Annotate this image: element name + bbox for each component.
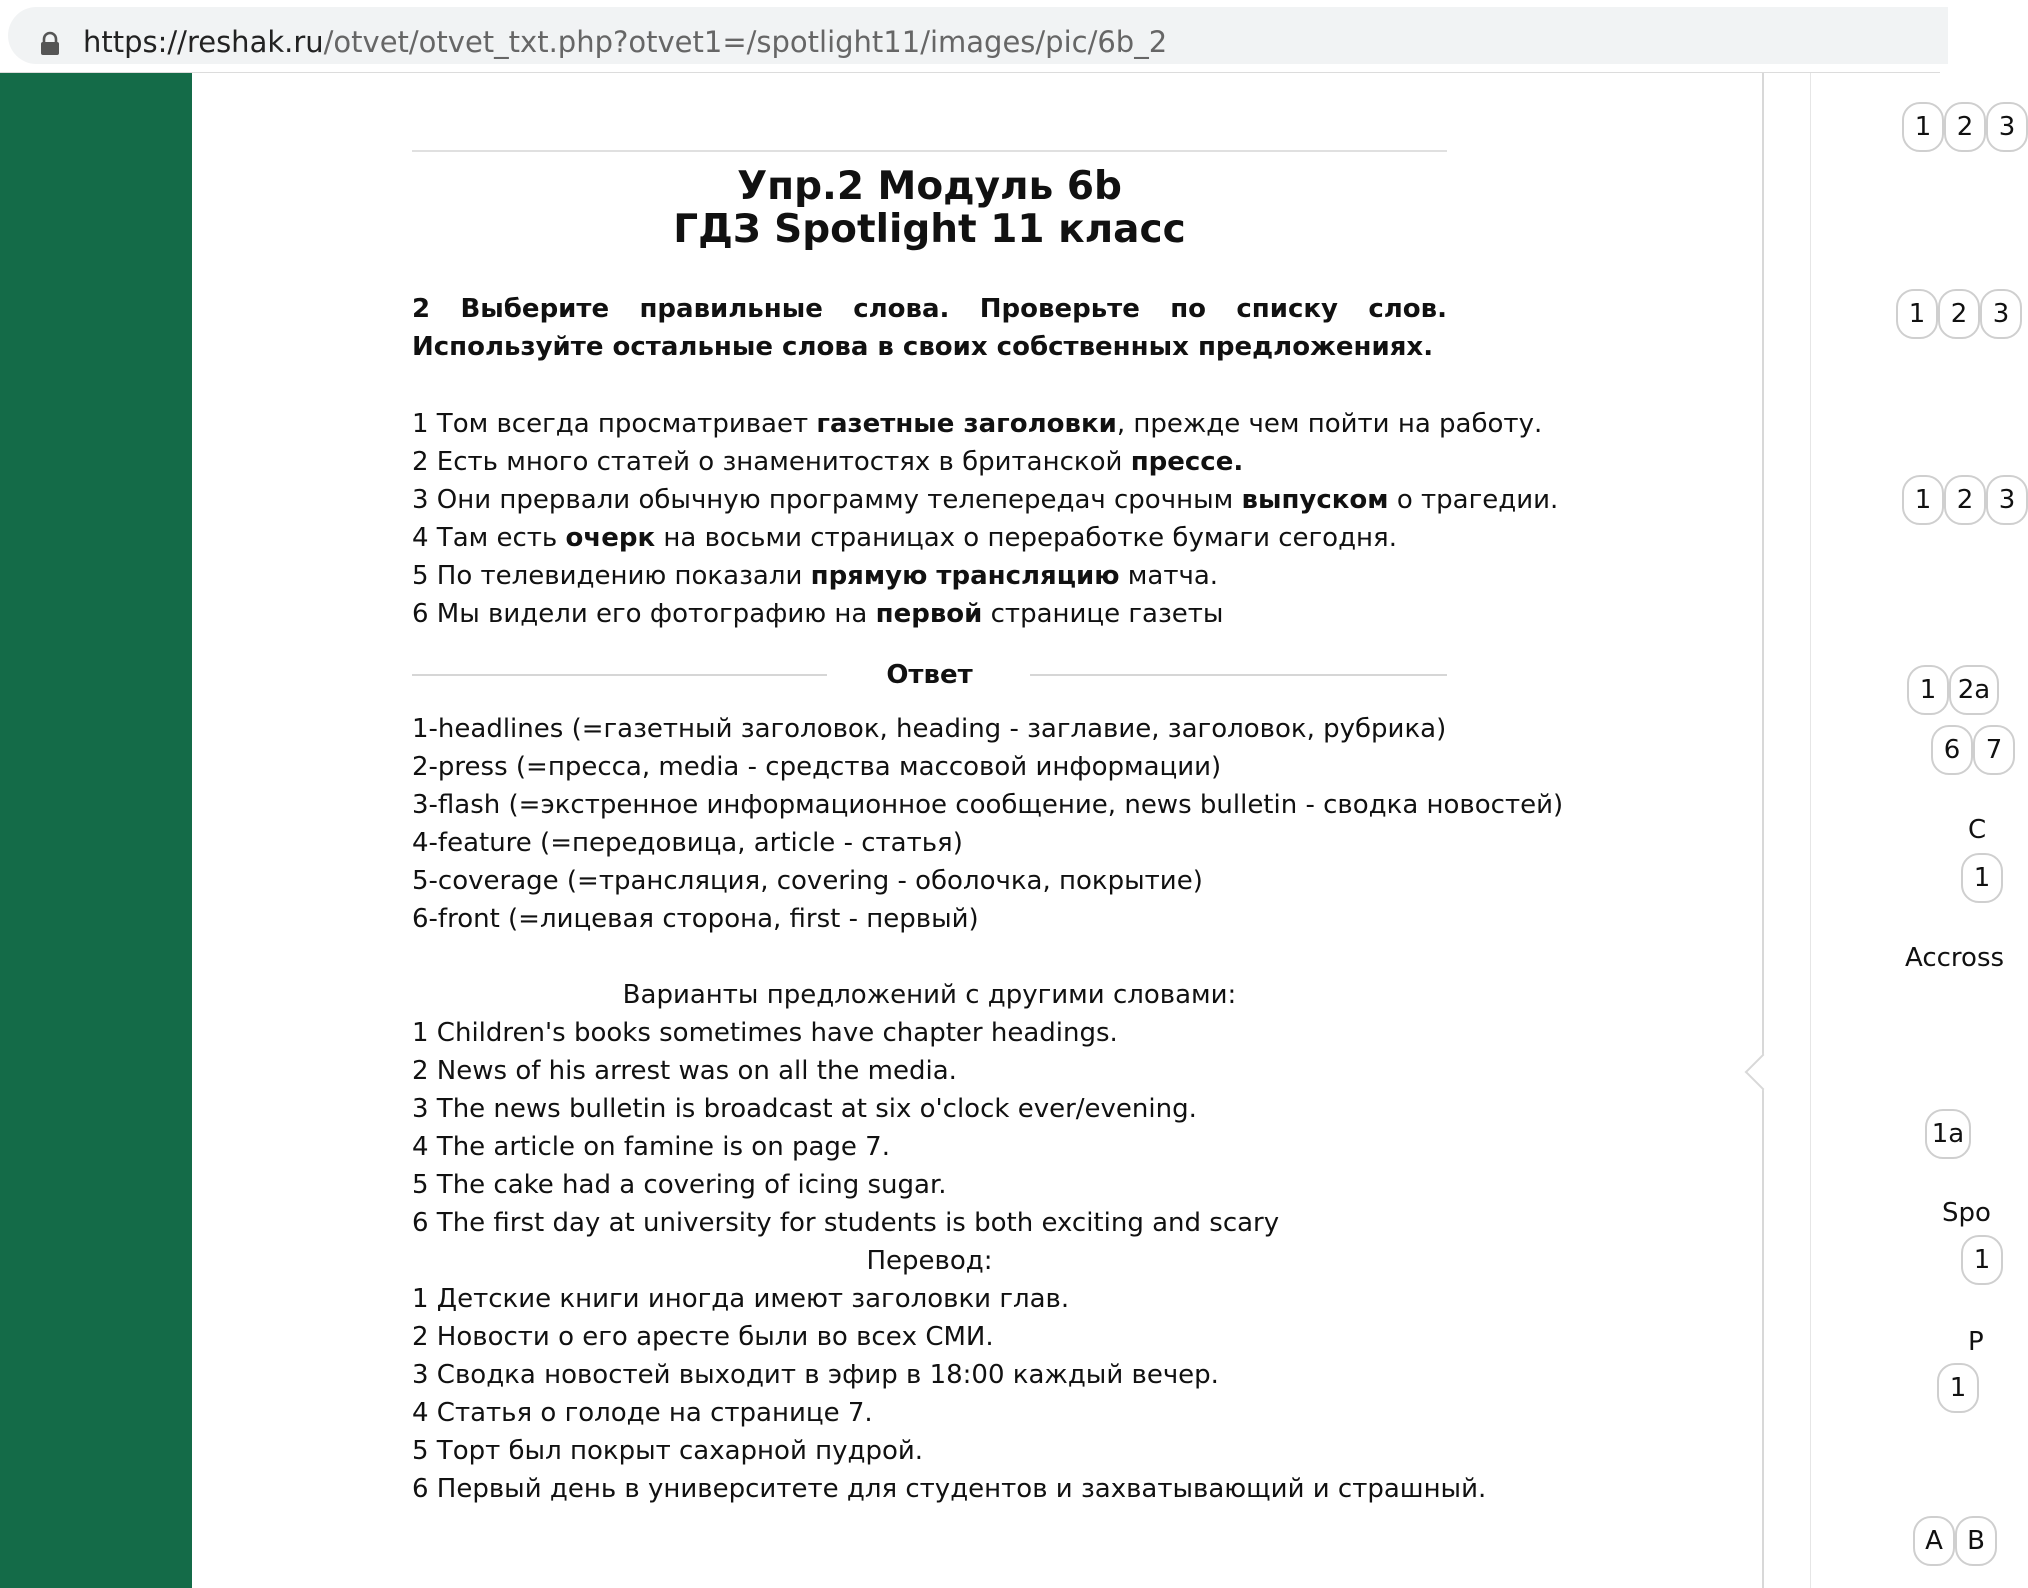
title-line-2: ГДЗ Spotlight 11 класс	[673, 207, 1186, 252]
page-title	[412, 165, 1447, 251]
sidebar-label-spo: Spo	[1942, 1198, 1991, 1228]
translation-item: 4 Статья о голоде на странице 7.	[412, 1398, 873, 1428]
nav-pill[interactable]: 2	[1938, 289, 1980, 339]
answer-item: 1-headlines (=газетный заголовок, heading - заглавие, заголовок, рубрика)	[412, 714, 1447, 744]
sentence-list	[412, 405, 1559, 633]
url-path: /otvet/otvet_txt.php?otvet1=/spotlight11/images/pic/6b_2	[323, 25, 1168, 59]
answer-item: 3-flash (=экстренное информационное сообщение, news bulletin - сводка новостей)	[412, 790, 1564, 820]
left-green-bar	[0, 73, 192, 1588]
nav-pill[interactable]: 1a	[1925, 1109, 1971, 1159]
translation-item: 2 Новости о его аресте были во всех СМИ.	[412, 1322, 994, 1352]
variants-block	[412, 976, 1487, 1508]
nav-pill[interactable]: 3	[1986, 475, 2028, 525]
panel-notch	[1745, 1054, 1782, 1091]
variants-heading: Варианты предложений с другими словами:	[622, 980, 1237, 1010]
translation-heading: Перевод:	[866, 1246, 993, 1276]
sidebar-label-p: P	[1968, 1327, 1984, 1357]
answer-item: 5-coverage (=трансляция, covering - оболочка, покрытие)	[412, 866, 1203, 896]
url-text[interactable]	[83, 24, 1167, 60]
nav-pill[interactable]: 6	[1931, 725, 1973, 775]
nav-pill[interactable]: B	[1955, 1516, 1997, 1566]
translation-item: 6 Первый день в университете для студентов и захватывающий и страшный.	[412, 1474, 1487, 1504]
sentence-item: 3 Они прервали обычную программу телепередач срочным выпуском о трагедии.	[412, 485, 1559, 515]
variant-item: 5 The cake had a covering of icing sugar.	[412, 1170, 947, 1200]
sentence-item: 5 По телевидению показали прямую трансляцию матча.	[412, 561, 1219, 591]
top-divider	[412, 150, 1447, 152]
answer-list	[412, 710, 1564, 938]
variant-item: 4 The article on famine is on page 7.	[412, 1132, 890, 1162]
translation-item: 3 Сводка новостей выходит в эфир в 18:00 каждый вечер.	[412, 1360, 1219, 1390]
variant-item: 2 News of his arrest was on all the media.	[412, 1056, 957, 1086]
nav-pill[interactable]: 1	[1902, 102, 1944, 152]
nav-pill[interactable]: 2	[1944, 475, 1986, 525]
answer-heading	[412, 655, 1447, 695]
right-nav-inner	[1810, 73, 2016, 1588]
answer-heading-text: Ответ	[886, 660, 973, 690]
sentence-item: 1 Том всегда просматривает газетные заголовки, прежде чем пойти на работу.	[412, 409, 1543, 439]
sentence-item: 4 Там есть очерк на восьми страницах о переработке бумаги сегодня.	[412, 523, 1397, 553]
nav-pill[interactable]: 1	[1896, 289, 1938, 339]
translation-item: 1 Детские книги иногда имеют заголовки глав.	[412, 1284, 1070, 1314]
right-nav-panel	[1762, 73, 2016, 1588]
answer-item: 2-press (=пресса, media - средства массовой информации)	[412, 752, 1222, 782]
nav-pill[interactable]: A	[1913, 1516, 1955, 1566]
nav-pill[interactable]: 1	[1902, 475, 1944, 525]
lock-icon	[40, 32, 60, 56]
variant-item: 6 The first day at university for students is both exciting and scary	[412, 1208, 1280, 1238]
sidebar-label-accross: Accross	[1905, 943, 2005, 973]
address-bar	[0, 0, 1940, 73]
task-text: 2 Выберите правильные слова. Проверьте по списку слов. Используйте остальные слова в своих собственных предложениях.	[412, 294, 1447, 362]
nav-pill[interactable]: 1	[1907, 665, 1949, 715]
sentence-item: 6 Мы видели его фотографию на первой странице газеты	[412, 599, 1224, 629]
url-host: https://reshak.ru	[83, 25, 324, 59]
nav-pill[interactable]: 1	[1961, 1235, 2003, 1285]
title-line-1: Упр.2 Модуль 6b	[737, 164, 1122, 209]
nav-pill[interactable]: 1	[1937, 1363, 1979, 1413]
nav-pill[interactable]: 2a	[1949, 665, 1999, 715]
nav-pill[interactable]: 1	[1961, 853, 2003, 903]
translation-item: 5 Торт был покрыт сахарной пудрой.	[412, 1436, 924, 1466]
sidebar-label-c: C	[1968, 815, 1987, 845]
nav-pill[interactable]: 3	[1986, 102, 2028, 152]
answer-item: 4-feature (=передовица, article - статья)	[412, 828, 963, 858]
answer-item: 6-front (=лицевая сторона, first - первый)	[412, 904, 979, 934]
url-field[interactable]	[8, 7, 1948, 64]
sentence-item: 2 Есть много статей о знаменитостях в британской прессе.	[412, 447, 1244, 477]
variant-item: 3 The news bulletin is broadcast at six o'clock ever/evening.	[412, 1094, 1197, 1124]
nav-pill[interactable]: 3	[1980, 289, 2022, 339]
variant-item: 1 Children's books sometimes have chapter headings.	[412, 1018, 1118, 1048]
nav-pill[interactable]: 2	[1944, 102, 1986, 152]
nav-pill[interactable]: 7	[1973, 725, 2015, 775]
